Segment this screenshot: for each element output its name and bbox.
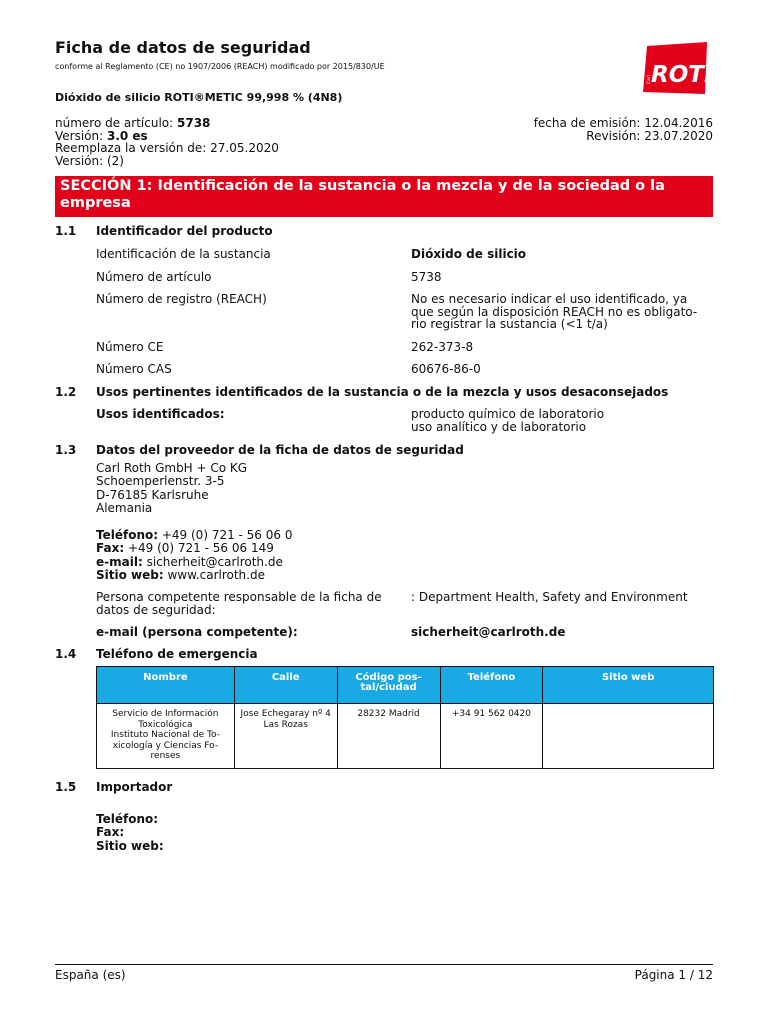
footer-country: España (es) [55,968,126,982]
column-header: Teléfono [440,667,543,704]
subsection-number: 1.4 [55,647,77,661]
fax-value: +49 (0) 721 - 56 06 149 [124,541,274,556]
cell-line: Las Rozas [263,719,308,730]
subsection-title: Datos del proveedor de la ficha de datos de seguridad [96,443,464,457]
table-row [97,704,714,769]
cell-website [543,704,714,769]
label-line: Persona competente responsable de la ficha de [96,590,382,604]
table-header-row [97,667,714,704]
document-title: Ficha de datos de seguridad [55,38,311,57]
replaces-version: Reemplaza la versión de: 27.05.2020 [55,141,279,155]
logo-text: ROTH [651,62,724,88]
version-label: Versión: [55,128,107,143]
phone-label: Teléfono: [96,528,159,542]
field-label: Número CE [96,340,164,354]
meta-left [55,117,279,167]
article-value: 5738 [177,116,211,130]
cell-city: 28232 Madrid [337,704,440,769]
phone-value: +49 (0) 721 - 56 06 0 [158,528,293,542]
subsection-title: Teléfono de emergencia [96,647,258,661]
value-line: producto químico de laboratorio [411,407,605,421]
responsible-label [96,591,382,616]
cell-street [234,704,337,769]
field-label: Número de artículo [96,270,212,284]
subsection-number: 1.5 [55,780,77,794]
value-line: que según la disposición REACH no es obligato- [411,304,698,319]
competent-email-value[interactable]: sicherheit@carlroth.de [411,625,566,639]
field-value: 60676-86-0 [411,362,481,376]
value-line: No es necesario indicar el uso identificado, ya [411,292,688,306]
column-header: Código pos- tal/ciudad [337,667,440,704]
fax-label: Fax: [96,541,125,556]
field-value: Dióxido de silicio [411,247,527,261]
importer-phone-label: Teléfono: [96,812,159,826]
revision-date: Revisión: 23.07.2020 [586,128,713,143]
section-1-banner: SECCIÓN 1: Identificación de la sustancia o la mezcla y de la sociedad o la empresa [55,176,713,217]
cell-line: Jose Echegaray nº 4 [240,709,331,719]
cell-line: Toxicológica [138,719,193,730]
product-name: Dióxido de silicio ROTI®METIC 99,998 % (4N8) [55,91,343,104]
cell-phone: +34 91 562 0420 [440,704,543,769]
column-header: Nombre [97,667,235,704]
field-value: 5738 [411,270,442,284]
version-value: 3.0 es [106,128,148,143]
address-line: Carl Roth GmbH + Co KG [96,461,248,475]
footer-divider [55,964,713,965]
supplier-address [96,462,247,516]
website-label: Sitio web: [96,568,164,583]
field-label: Número de registro (REACH) [96,292,267,306]
column-header: Sitio web [543,667,714,704]
document-subtitle: conforme al Reglamento (CE) no 1907/2006 (REACH) modificado por 2015/830/UE [55,62,385,71]
logo-small-text: Carl [647,75,652,84]
emergency-phone-table [96,666,714,769]
address-line: Schoemperlenstr. 3-5 [96,474,225,489]
issue-date: fecha de emisión: 12.04.2016 [533,116,713,130]
responsible-value: : Department Health, Safety and Environment [411,590,688,604]
previous-version: Versión: (2) [55,153,124,168]
article-label: número de artículo: [55,116,177,130]
subsection-number: 1.1 [55,224,77,238]
subsection-title: Identificador del producto [96,224,273,238]
website-value[interactable]: www.carlroth.de [163,568,265,583]
cell-name [97,704,235,769]
email-label: e-mail: [96,554,143,569]
email-value[interactable]: sicherheit@carlroth.de [142,554,283,569]
cell-line: renses [150,751,181,761]
subsection-title: Usos pertinentes identificados de la sustancia o de la mezcla y usos desaconsejados [96,385,669,399]
importer-contacts [96,813,164,853]
column-header: Calle [234,667,337,704]
field-value: 262-373-8 [411,340,474,354]
value-line: uso analítico y de laboratorio [411,419,587,434]
footer-page-number: Página 1 / 12 [634,968,713,982]
address-line: D-76185 Karlsruhe [96,487,209,502]
supplier-contacts [96,529,292,583]
subsection-number: 1.2 [55,385,77,399]
field-label: Número CAS [96,362,172,376]
importer-fax-label: Fax: [96,825,125,840]
field-label: Usos identificados: [96,407,225,421]
competent-email-label: e-mail (persona competente): [96,625,298,639]
cell-line: Instituto Nacional de To- [110,730,220,740]
svg-text:®: ® [701,43,708,51]
roth-logo [641,40,724,97]
subsection-number: 1.3 [55,443,77,457]
field-value-multiline [411,293,711,331]
subsection-title: Importador [96,780,173,794]
cell-line: Servicio de Información [112,709,219,719]
field-label: Identificación de la sustancia [96,247,271,261]
importer-website-label: Sitio web: [96,838,164,853]
address-line: Alemania [96,501,153,516]
label-line: datos de seguridad: [96,602,216,617]
field-value-multiline [411,408,711,433]
meta-right [534,117,713,142]
value-line: rio registrar la sustancia (<1 t/a) [411,317,608,331]
cell-line: xicología y Ciencias Fo- [112,740,219,751]
